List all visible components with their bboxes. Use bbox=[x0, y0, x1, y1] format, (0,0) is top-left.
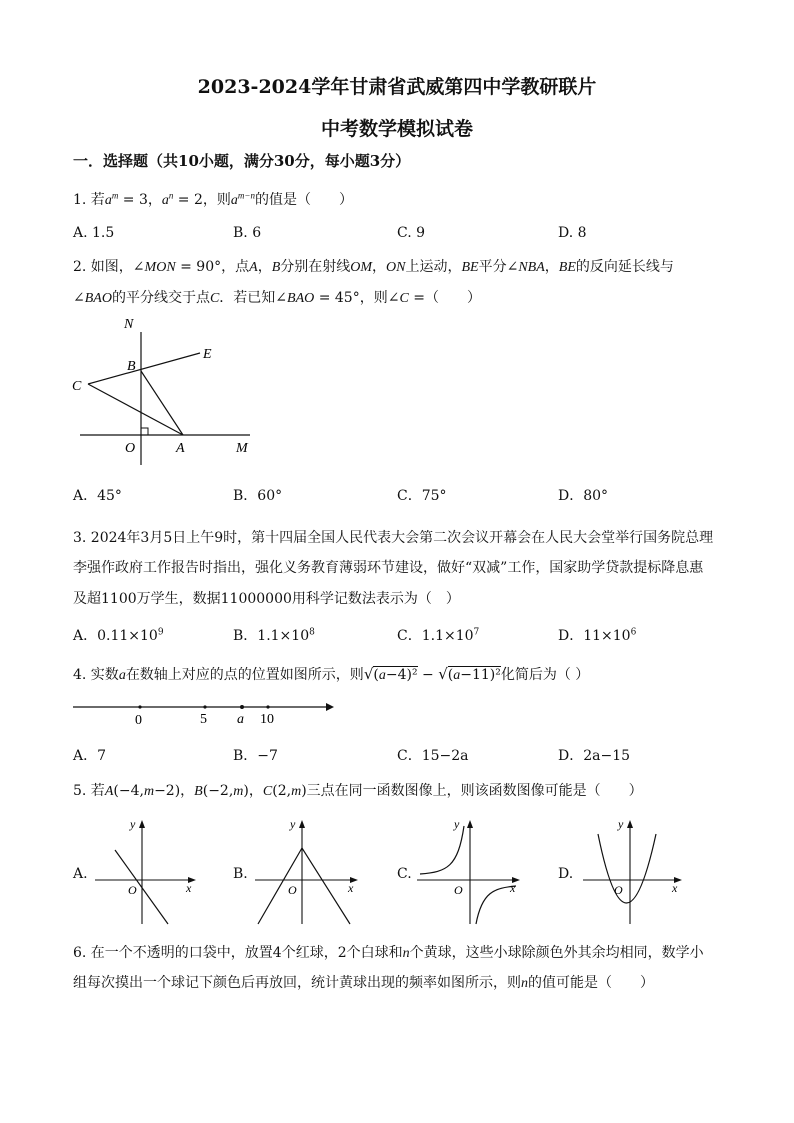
q2-option-a[interactable]: A．45° bbox=[73, 488, 122, 504]
question-4: 4. 实数a在数轴上对应的点的位置如图所示，则√(a−4)² − √(a−11)²化简后为（ ） bbox=[73, 665, 590, 683]
label-5: 5 bbox=[200, 712, 207, 727]
question-2-line2: ∠BAO的平分线交于点C．若已知∠BAO = 45°，则∠C =（ ） bbox=[73, 290, 481, 306]
line-ce bbox=[88, 353, 200, 384]
tick-5 bbox=[203, 705, 206, 708]
v-shape-inverted bbox=[258, 848, 350, 924]
svg-text:y: y bbox=[618, 817, 624, 831]
q4-option-b[interactable]: B．−7 bbox=[233, 748, 278, 764]
segment-ba bbox=[141, 371, 183, 435]
q5-option-c-label[interactable]: C. bbox=[397, 866, 412, 882]
right-angle-mark bbox=[141, 428, 148, 435]
q1-option-d[interactable]: D. 8 bbox=[558, 225, 587, 241]
q5-graph-a[interactable] bbox=[90, 812, 200, 927]
q5-graph-c[interactable] bbox=[412, 812, 527, 927]
q4-option-d[interactable]: D．2a−15 bbox=[558, 748, 631, 764]
q1-option-c[interactable]: C. 9 bbox=[397, 225, 426, 241]
svg-text:O: O bbox=[128, 883, 137, 897]
segment-ca bbox=[88, 384, 183, 435]
q5-option-b-label[interactable]: B. bbox=[233, 866, 248, 882]
question-3-line2: 李强作政府工作报告时指出，强化义务教育薄弱环节建设，做好“双减”工作，国家助学贷款提标降息惠 bbox=[73, 560, 704, 576]
question-5: 5. 若A(−4,m−2)，B(−2,m)，C(2,m)三点在同一函数图像上，则该函数图像可能是（ ） bbox=[73, 783, 643, 799]
question-3-line1: 3. 2024年3月5日上午9时，第十四届全国人民代表大会第二次会议开幕会在人民大会堂举行国务院总理 bbox=[73, 530, 714, 546]
svg-text:y: y bbox=[290, 817, 296, 831]
parabola bbox=[598, 834, 656, 903]
label-o: O bbox=[125, 441, 136, 456]
q3-option-b[interactable]: B．$1.1\times 10^8$ bbox=[233, 627, 315, 644]
tick-0 bbox=[138, 705, 141, 708]
exam-title-line1: 2023-2024学年甘肃省武威第四中学教研联片 bbox=[197, 76, 597, 98]
q5-graph-b[interactable] bbox=[250, 812, 365, 927]
label-0: 0 bbox=[135, 713, 142, 728]
svg-text:y: y bbox=[454, 817, 460, 831]
arrow-head bbox=[326, 703, 334, 711]
label-a: A bbox=[176, 441, 185, 456]
point-a bbox=[240, 705, 244, 709]
q2-option-d[interactable]: D．80° bbox=[558, 488, 609, 504]
q1-option-a[interactable]: A. 1.5 bbox=[73, 225, 115, 241]
svg-text:y: y bbox=[130, 817, 136, 831]
q1-text: 1. 若$a^m = 3$，$a^n = 2$，则$a^{m-n}$的值是（ ） bbox=[73, 190, 353, 208]
label-a: a bbox=[237, 712, 244, 727]
question-2-line1: 2. 如图，∠MON = 90°，点A，B分别在射线OM，ON上运动，BE平分∠NBA，BE的反向延长线与 bbox=[73, 259, 674, 275]
label-c: C bbox=[72, 379, 82, 394]
exam-title-line2: 中考数学模拟试卷 bbox=[320, 118, 473, 140]
svg-text:O: O bbox=[614, 883, 623, 897]
svg-text:x: x bbox=[510, 881, 516, 895]
q2-option-c[interactable]: C．75° bbox=[397, 488, 447, 504]
q1-option-b[interactable]: B. 6 bbox=[233, 225, 262, 241]
question-3-line3: 及超1100万学生，数据11000000用科学记数法表示为（ ） bbox=[73, 591, 460, 607]
hyperbola-left-branch bbox=[420, 826, 464, 874]
label-10: 10 bbox=[260, 712, 274, 727]
label-n: N bbox=[124, 317, 134, 332]
question-6-line1: 6. 在一个不透明的口袋中，放置4个红球，2个白球和n个黄球，这些小球除颜色外其余均相同，数学小 bbox=[73, 945, 704, 961]
q2-option-b[interactable]: B．60° bbox=[233, 488, 283, 504]
q3-option-a[interactable]: A．$0.11\times 10^9$ bbox=[73, 627, 164, 644]
tick-10 bbox=[266, 705, 269, 708]
q2-geometry-figure bbox=[60, 312, 270, 472]
q4-option-c[interactable]: C．15−2a bbox=[397, 748, 469, 764]
q3-option-d[interactable]: D．$11\times 10^6$ bbox=[558, 627, 637, 644]
label-e: E bbox=[203, 347, 212, 362]
label-b: B bbox=[127, 359, 136, 374]
q4-number-line bbox=[68, 695, 338, 735]
svg-text:x: x bbox=[672, 881, 678, 895]
svg-text:O: O bbox=[454, 883, 463, 897]
q5-graph-d[interactable] bbox=[578, 812, 693, 927]
q5-option-d-label[interactable]: D. bbox=[558, 866, 574, 882]
label-m: M bbox=[236, 441, 248, 456]
q3-option-c[interactable]: C．$1.1\times 10^7$ bbox=[397, 627, 480, 644]
svg-text:O: O bbox=[288, 883, 297, 897]
question-6-line2: 组每次摸出一个球记下颜色后再放回，统计黄球出现的频率如图所示，则n的值可能是（ ） bbox=[73, 975, 654, 991]
section-heading: 一．选择题（共10小题，满分30分，每小题3分） bbox=[73, 152, 411, 170]
q4-option-a[interactable]: A．7 bbox=[73, 748, 107, 764]
svg-text:x: x bbox=[186, 881, 192, 895]
question-1 bbox=[73, 189, 353, 209]
q5-option-a-label[interactable]: A. bbox=[73, 866, 88, 882]
svg-text:x: x bbox=[348, 881, 354, 895]
